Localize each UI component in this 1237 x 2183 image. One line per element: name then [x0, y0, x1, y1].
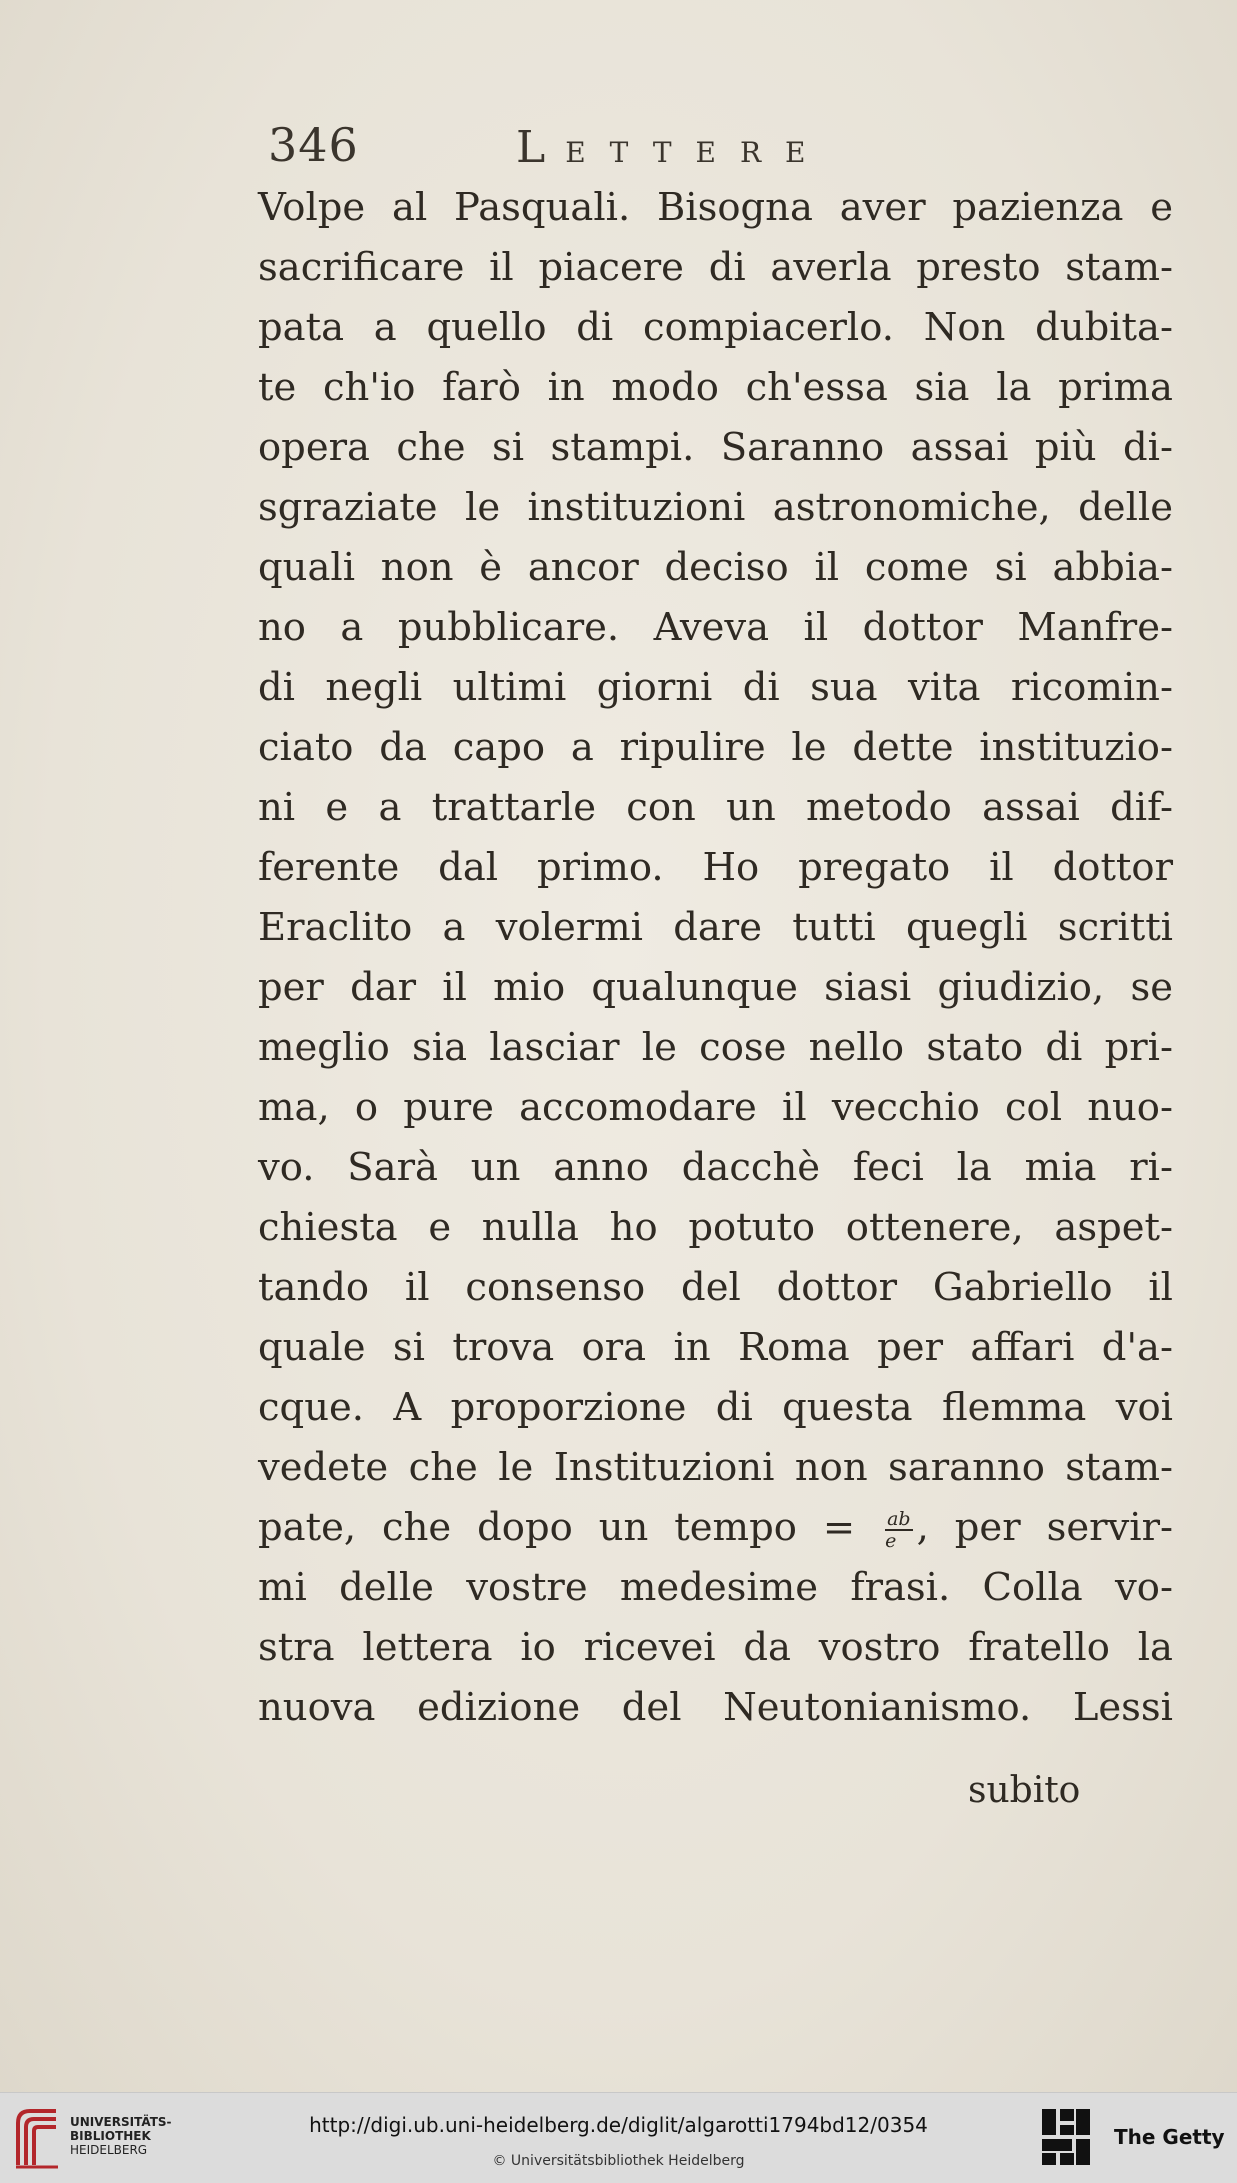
text-line: quali non è ancor deciso il come si abbia-: [258, 545, 1173, 590]
text-line: meglio sia lasciar le cose nello stato di pri-: [258, 1025, 1173, 1070]
page-number: 346: [268, 118, 359, 172]
text-line: pata a quello di compiacerlo. Non dubita-: [258, 305, 1173, 350]
text-line: chiesta e nulla ho potuto ottenere, aspet-: [258, 1205, 1173, 1250]
text-line: sgraziate le instituzioni astronomiche, delle: [258, 485, 1173, 530]
formula-after: , per servir-: [916, 1505, 1173, 1550]
text-line: ni e a trattarle con un metodo assai dif-: [258, 785, 1173, 830]
text-line: cque. A proporzione di questa flemma voi: [258, 1385, 1173, 1430]
fraction: [885, 1509, 913, 1551]
body-text: [258, 178, 1173, 1738]
text-line: ma, o pure accomodare il vecchio col nuo-: [258, 1085, 1173, 1130]
catchword: subito: [968, 1770, 1081, 1811]
text-line: tando il consenso del dottor Gabriello il: [258, 1265, 1173, 1310]
text-line: vedete che le Instituzioni non saranno stam-: [258, 1445, 1173, 1490]
text-line: sacrificare il piacere di averla presto stam-: [258, 245, 1173, 290]
text-line: Volpe al Pasquali. Bisogna aver pazienza e: [258, 185, 1173, 230]
text-line: di negli ultimi giorni di sua vita ricomin-: [258, 665, 1173, 710]
running-head: [516, 122, 830, 173]
fraction-numerator: ab: [887, 1508, 911, 1530]
text-line: te ch'io farò in modo ch'essa sia la prima: [258, 365, 1173, 410]
text-line: Eraclito a volermi dare tutti quegli scritti: [258, 905, 1173, 950]
copyright-notice: © Universitätsbibliothek Heidelberg: [492, 2153, 745, 2169]
permalink-url[interactable]: http://digi.ub.uni-heidelberg.de/diglit/algarotti1794bd12/0354: [309, 2113, 928, 2137]
text-line: vo. Sarà un anno dacchè feci la mia ri-: [258, 1145, 1173, 1190]
formula-before: pate, che dopo un tempo =: [258, 1505, 856, 1550]
text-line: no a pubblicare. Aveva il dottor Manfre-: [258, 605, 1173, 650]
library-name-line: HEIDELBERG: [70, 2143, 148, 2157]
fraction-denominator: e: [885, 1530, 897, 1552]
text-line: ciato da capo a ripulire le dette instituzio-: [258, 725, 1173, 770]
running-head-rest: ETTERE: [565, 136, 830, 169]
text-line: quale si trova ora in Roma per affari d'a-: [258, 1325, 1173, 1370]
text-line: opera che si stampi. Saranno assai più di-: [258, 425, 1173, 470]
page-header: [268, 118, 1168, 178]
text-line: per dar il mio qualunque siasi giudizio, se: [258, 965, 1173, 1010]
library-name-line: UNIVERSITÄTS-: [70, 2115, 172, 2129]
text-line: ferente dal primo. Ho pregato il dottor: [258, 845, 1173, 890]
text-line: stra lettera io ricevei da vostro fratello la: [258, 1625, 1173, 1670]
text-line: mi delle vostre medesime frasi. Colla vo-: [258, 1565, 1173, 1610]
library-name-line: BIBLIOTHEK: [70, 2129, 151, 2143]
running-head-initial: L: [516, 122, 546, 173]
formula-line: [258, 1498, 1173, 1558]
getty-name: The Getty: [1114, 2125, 1225, 2149]
text-line: nuova edizione del Neutonianismo. Lessi: [258, 1685, 1173, 1730]
footer-bar: [0, 2092, 1237, 2183]
getty-logo-icon: [1040, 2107, 1092, 2167]
